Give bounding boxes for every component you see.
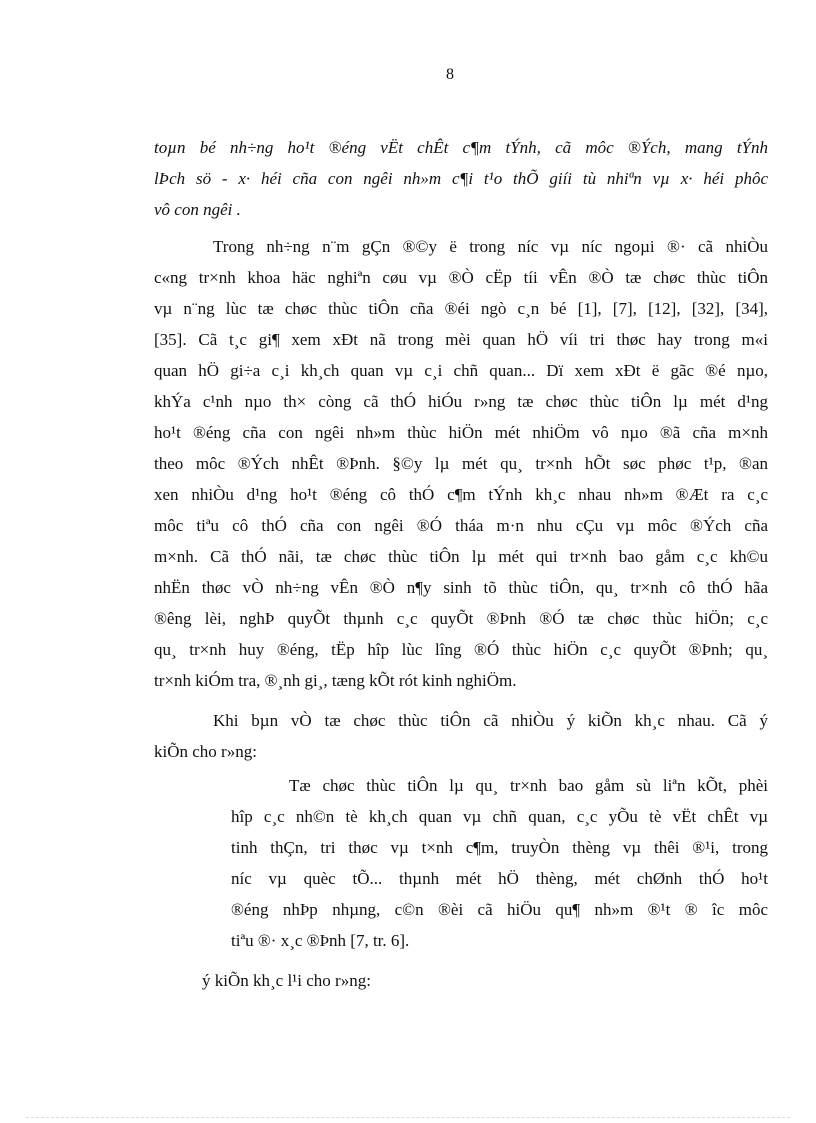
text-line: vô con ngêi .: [154, 200, 241, 219]
text-line: toµn bé nh÷ng ho¹t ®éng vËt chÊt c¶m tÝnh, cã môc ®Ých, mang tÝnh: [154, 138, 768, 157]
text-line: nhËn thøc vÒ nh÷ng vÊn ®Ò n¶y sinh tõ thùc tiÔn, qu¸ tr×nh cô thÓ hãa: [154, 578, 768, 597]
text-line: c«ng tr×nh khoa häc nghiªn cøu vµ ®Ò cËp tíi vÊn ®Ò tæ chøc thùc tiÔn: [154, 268, 768, 287]
text-line: qu¸ tr×nh huy ®éng, tËp hîp lùc lîng ®Ó thùc hiÖn c¸c quyÕt ®Þnh; qu¸: [154, 640, 768, 659]
text-line: ý kiÕn kh¸c l¹i cho r»ng:: [202, 971, 371, 990]
opinion-paragraph: [154, 705, 768, 767]
text-line: [35]. Cã t¸c gi¶ xem xÐt nã trong mèi quan hÖ víi tri thøc hay trong m«i: [154, 330, 768, 349]
text-line: Khi bµn vÒ tæ chøc thùc tiÔn cã nhiÒu ý kiÕn kh¸c nhau. Cã ý: [213, 711, 768, 730]
text-line: quan hÖ gi÷a c¸i kh¸ch quan vµ c¸i chñ quan... Dï xem xÐt ë gãc ®é nµo,: [154, 361, 768, 380]
text-line: kiÕn cho r»ng:: [154, 742, 257, 761]
block-quote: [231, 770, 768, 956]
text-line: Tæ chøc thùc tiÔn lµ qu¸ tr×nh bao gåm sù liªn kÕt, phèi: [289, 776, 768, 795]
text-line: m×nh. Cã thÓ nãi, tæ chøc thùc tiÔn lµ mét qui tr×nh bao gåm c¸c kh©u: [154, 547, 768, 566]
text-line: hîp c¸c nh©n tè kh¸ch quan vµ chñ quan, c¸c yÕu tè vËt chÊt vµ: [231, 807, 768, 826]
text-line: lÞch sö - x· héi cña con ngêi nh»m c¶i t¹o thÕ giíi tù nhiªn vµ x· héi phôc: [154, 169, 768, 188]
text-line: níc vµ quèc tÕ... thµnh mét hÖ thèng, mét chØnh thÓ ho¹t: [231, 869, 768, 888]
text-line: tiªu ®· x¸c ®Þnh [7, tr. 6].: [231, 931, 410, 950]
text-line: Trong nh÷ng n¨m gÇn ®©y ë trong níc vµ níc ngoµi ®· cã nhiÒu: [213, 237, 768, 256]
text-line: tr×nh kiÓm tra, ®¸nh gi¸, tæng kÕt rót kinh nghiÖm.: [154, 671, 517, 690]
page-bottom-rule: [26, 1117, 790, 1118]
other-opinion-paragraph: [202, 965, 768, 996]
text-line: vµ n¨ng lùc tæ chøc thùc tiÔn cña ®éi ngò c¸n bé [1], [7], [12], [32], [34],: [154, 299, 768, 318]
text-line: ho¹t ®éng cña con ngêi nh»m thùc hiÖn mét nhiÖm vô nµo ®ã cña m×nh: [154, 423, 768, 442]
intro-paragraph: [154, 132, 768, 225]
text-line: môc tiªu cô thÓ cña con ngêi ®Ó tháa m·n nhu cÇu vµ môc ®Ých cña: [154, 516, 768, 535]
text-line: theo môc ®Ých nhÊt ®Þnh. §©y lµ mét qu¸ tr×nh hÕt søc phøc t¹p, ®an: [154, 454, 768, 473]
text-line: ®êng lèi, nghÞ quyÕt thµnh c¸c quyÕt ®Þnh ®Ó tæ chøc thùc hiÖn; c¸c: [154, 609, 768, 628]
page-number: 8: [446, 66, 454, 83]
text-line: ®éng nhÞp nhµng, c©n ®èi cã hiÖu qu¶ nh»m ®¹t ® îc môc: [231, 900, 768, 919]
text-line: khÝa c¹nh nµo th× còng cã thÓ hiÓu r»ng tæ chøc thùc tiÔn lµ mét d¹ng: [154, 392, 768, 411]
text-line: tinh thÇn, tri thøc vµ t×nh c¶m, truyÒn thèng vµ thêi ®¹i, trong: [231, 838, 768, 857]
main-paragraph: [154, 231, 768, 696]
text-line: xen nhiÒu d¹ng ho¹t ®éng cô thÓ c¶m tÝnh kh¸c nhau nh»m ®Æt ra c¸c: [154, 485, 768, 504]
